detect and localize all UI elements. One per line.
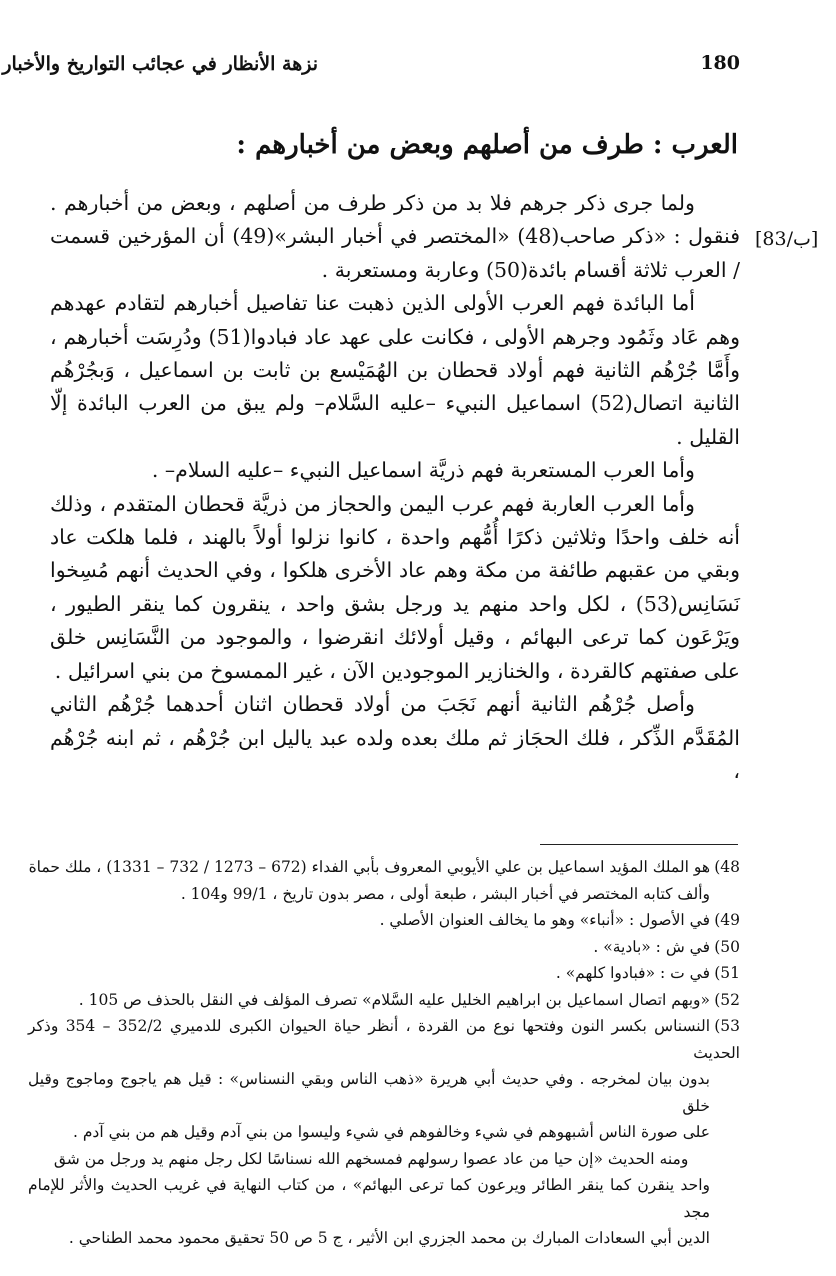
footnote-text: على صورة الناس أشبهوهم في شيء وخالفوهم في شيء وليسوا من بني آدم وقيل هم من بني آدم . bbox=[72, 1123, 710, 1141]
footnote-52 bbox=[28, 987, 740, 1014]
paragraph: أما البائدة فهم العرب الأولى الذين ذهبت عنا تفاصيل أخبارهم لتقادم عهدهم وهم عَاد وثَمُود وجرهم الأولى ، فكانت على عهد عاد فبادوا(51) ودُرِسَت أخبارهم ، وأَمَّا جُرْهُم الثانية فهم أولاد قحطان بن الهُمَيْسع بن ثابت بن اسماعيل ، وَبجُرْهُم الثانية اتصال(52) اسماعيل النبيء –عليه السَّلام– ولم يبق من العرب البائدة إلّا القليل . bbox=[50, 291, 740, 449]
footnote-number: 48) bbox=[714, 858, 740, 876]
body-text bbox=[50, 187, 740, 788]
footnote-text: الدين أبي السعادات المبارك بن محمد الجزري ابن الأثير ، ج 5 ص 50 تحقيق محمود محمد الطناحي . bbox=[68, 1229, 710, 1247]
margin-folio-note: [83/ب] bbox=[755, 228, 819, 250]
page-number: 180 bbox=[700, 52, 740, 74]
footnote-number: 53) bbox=[714, 1017, 741, 1035]
section-title: العرب : طرف من أصلهم وبعض من أخبارهم : bbox=[236, 130, 738, 160]
footnote-number: 50) bbox=[714, 937, 740, 956]
footnote-text: وألف كتابه المختصر في أخبار البشر ، طبعة أولى ، مصر بدون تاريخ ، 99/1 و104 . bbox=[180, 884, 710, 903]
footnote-53 bbox=[28, 1013, 740, 1252]
footnote-text: واحد ينقرن كما ينقر الطائر ويرعون كما ترعى البهائم» ، من كتاب النهاية في غريب الحديث والأثر للإمام مجد bbox=[28, 1176, 710, 1221]
footnote-text: ومنه الحديث «إن حيا من عاد عصوا رسولهم فمسخهم الله نسناسًا لكل رجل منهم يد ورجل من شق bbox=[53, 1149, 689, 1168]
footnote-48 bbox=[28, 854, 740, 907]
footnote-text: النسناس بكسر النون وفتحها نوع من القردة ، أنظر حياة الحيوان الكبرى للدميري 352/2 – 354 وذكر الحديث bbox=[28, 1017, 740, 1062]
footnote-49 bbox=[28, 907, 740, 934]
footnote-text: في ش : «بادية» . bbox=[593, 937, 710, 956]
paragraph: وأما العرب العاربة فهم عرب اليمن والحجاز من ذريَّة قحطان المتقدم ، وذلك أنه خلف واحدًا وثلاثين ذكرًا أُمُّهم واحدة ، كانوا نزلوا أولاً بالهند ، فلما هلكت عاد وبقي من عقبهم طائفة من مكة وهم عاد الأخرى هلكوا ، وفي الحديث أنهم مُسِخوا نَسَانِس(53) ، لكل واحد منهم يد ورجل بشق واحد ، ينقرون كما ينقر الطيور ، ويَرْعَون كما ترعى البهائم ، وقيل أولائك انقرضوا ، والموجود من النَّسَانِس خلق على صفتهم كالقردة ، والخنازير الموجودين الآن ، غير الممسوخ من بني اسرائيل . bbox=[50, 491, 740, 683]
footnote-number: 52) bbox=[714, 990, 740, 1009]
footnote-number: 51) bbox=[714, 964, 740, 982]
running-title: نزهة الأنظار في عجائب التواريخ والأخبار bbox=[2, 53, 318, 75]
footnote-separator bbox=[540, 844, 738, 845]
footnote-text: في الأصول : «أنباء» وهو ما يخالف العنوان الأصلي . bbox=[379, 911, 710, 929]
footnote-51 bbox=[28, 960, 740, 987]
paragraph: وأما العرب المستعربة فهم ذريَّة اسماعيل النبيء –عليه السلام– . bbox=[151, 458, 695, 483]
footnote-50 bbox=[28, 934, 740, 961]
paragraph: وأصل جُرْهُم الثانية أنهم نَجَبَ من أولاد قحطان اثنان أحدهما جُرْهُم الثاني المُقَدَّم الذِّكر ، فلك الحجَاز ثم ملك بعده ولده عبد ياليل ابن جُرْهُم ، ثم ابنه جُرْهُم ، bbox=[50, 692, 740, 783]
footnote-number: 49) bbox=[714, 911, 740, 929]
footnotes bbox=[28, 854, 740, 1252]
footnote-text: في ت : «فبادوا كلهم» . bbox=[555, 964, 710, 982]
paragraph: ولما جرى ذكر جرهم فلا بد من ذكر طرف من أصلهم ، وبعض من أخبارهم . فنقول : «ذكر صاحب(48) «المختصر في أخبار البشر»(49) أن المؤرخين قسمت / العرب ثلاثة أقسام بائدة(50) وعاربة ومستعربة . bbox=[50, 191, 740, 282]
footnote-text: هو الملك المؤيد اسماعيل بن علي الأيوبي المعروف بأبي الفداء (672 – 1273 / 732 – 1331) ، ملك حماة bbox=[28, 858, 710, 876]
footnote-text: بدون بيان لمخرجه . وفي حديث أبي هريرة «ذهب الناس وبقي النسناس» : قيل هم ياجوج وماجوج وقيل خلق bbox=[28, 1070, 710, 1115]
footnote-text: «وبهم اتصال اسماعيل بن ابراهيم الخليل عليه السَّلام» تصرف المؤلف في النقل بالحذف ص 105 . bbox=[78, 990, 710, 1009]
